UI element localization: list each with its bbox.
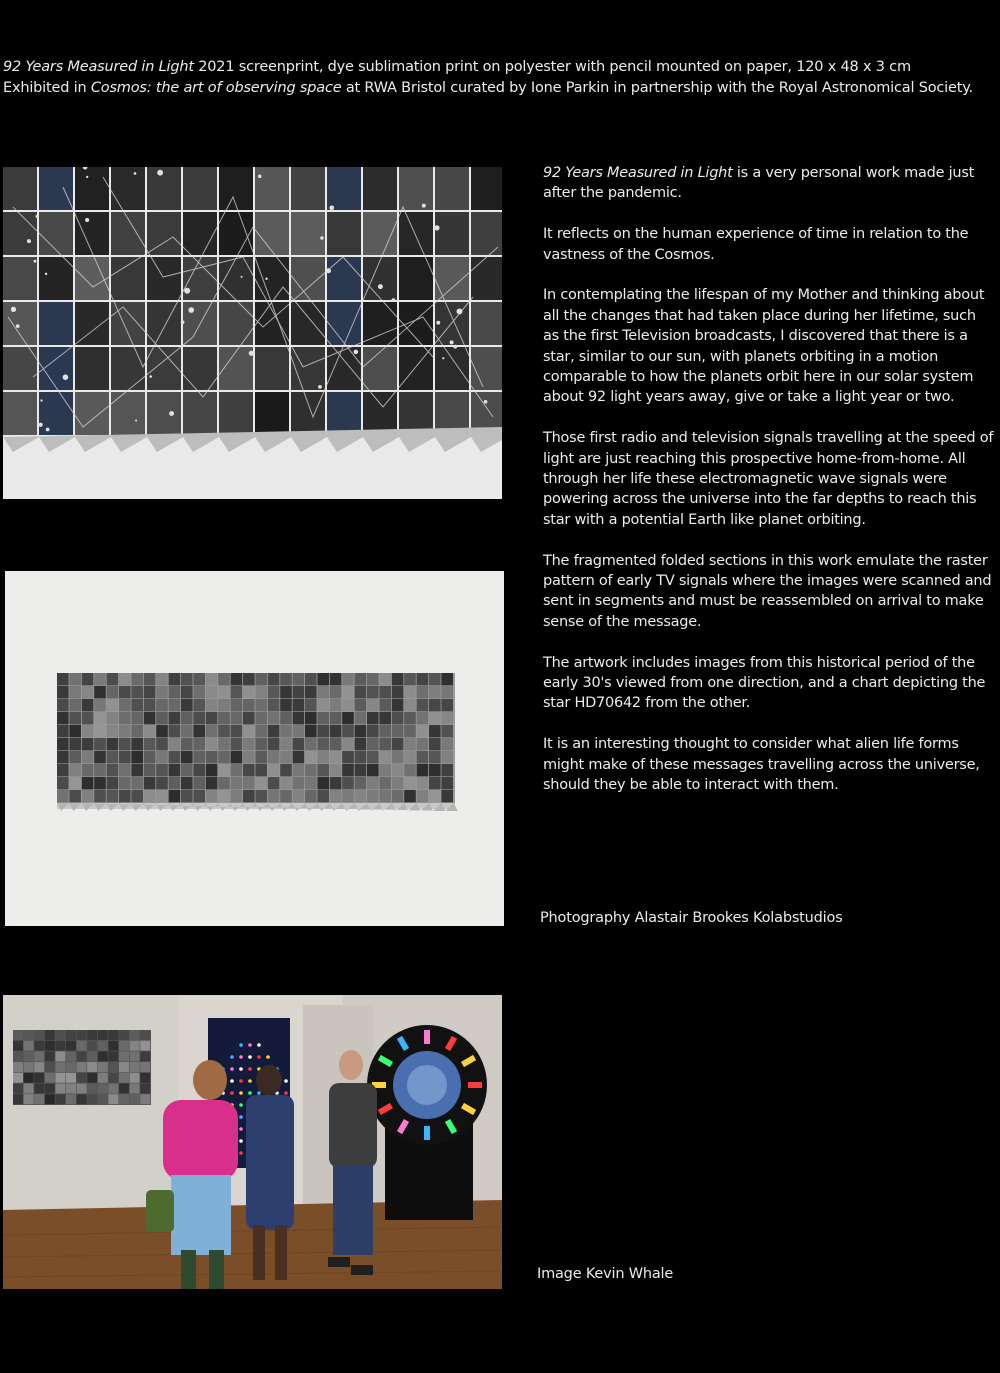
caption-line-1 [3, 57, 973, 78]
description-paragraph: It reflects on the human experience of time in relation to the vastness of the Cosmos. [543, 226, 969, 263]
description-paragraph: It is an interesting thought to consider what alien life forms might make of these messages travelling across the universe, should they be able to interact with them. [543, 736, 980, 794]
description-paragraph: Those first radio and television signals travelling at the speed of light are just reaching this prospective home-from-home. All through her life these electromagnetic wave signals were powering across the universe into the far depths to reach this star with a potential Earth like planet orbiting. [543, 430, 994, 528]
artwork-medium: 2021 screenprint, dye sublimation print on polyester with pencil mounted on paper, 120 x 48 x 3 cm [193, 59, 911, 75]
description-title: 92 Years Measured in Light [543, 165, 733, 181]
photography-credit: Photography Alastair Brookes Kolabstudios [540, 910, 843, 926]
artwork-description [543, 163, 995, 816]
description-paragraph [543, 163, 995, 204]
image-credit: Image Kevin Whale [537, 1266, 674, 1282]
artwork-caption [3, 57, 973, 98]
exhibition-venue: at RWA Bristol curated by Ione Parkin in partnership with the Royal Astronomical Society. [341, 79, 973, 96]
caption-line-2 [3, 78, 973, 99]
gallery-visitors-photo [3, 995, 502, 1289]
artwork-detail-photo [3, 167, 502, 499]
exhibition-title: Cosmos: the art of observing space [90, 79, 342, 96]
exhibited-prefix: Exhibited in [3, 79, 91, 96]
description-intro: is a very personal work made just after the pandemic. [543, 165, 975, 202]
description-paragraph: The artwork includes images from this historical period of the early 30's viewed from one direction, and a chart depicting the star HD70642 from the other. [543, 654, 986, 712]
description-paragraph: In contemplating the lifespan of my Mother and thinking about all the changes that had taken place during her lifetime, such as the first Television broadcasts, I discovered that there is a star, similar to our sun, with planets orbiting in a motion comparable to how the planets orbit here in our solar system about 92 light years away, give or take a light year or two. [543, 287, 985, 406]
artwork-title: 92 Years Measured in Light [3, 59, 194, 75]
description-paragraph: The fragmented folded sections in this work emulate the raster pattern of early TV signals where the images were scanned and sent in segments and must be reassembled on arrival to make sense of the message. [543, 552, 992, 630]
artwork-full-photo [5, 571, 504, 926]
